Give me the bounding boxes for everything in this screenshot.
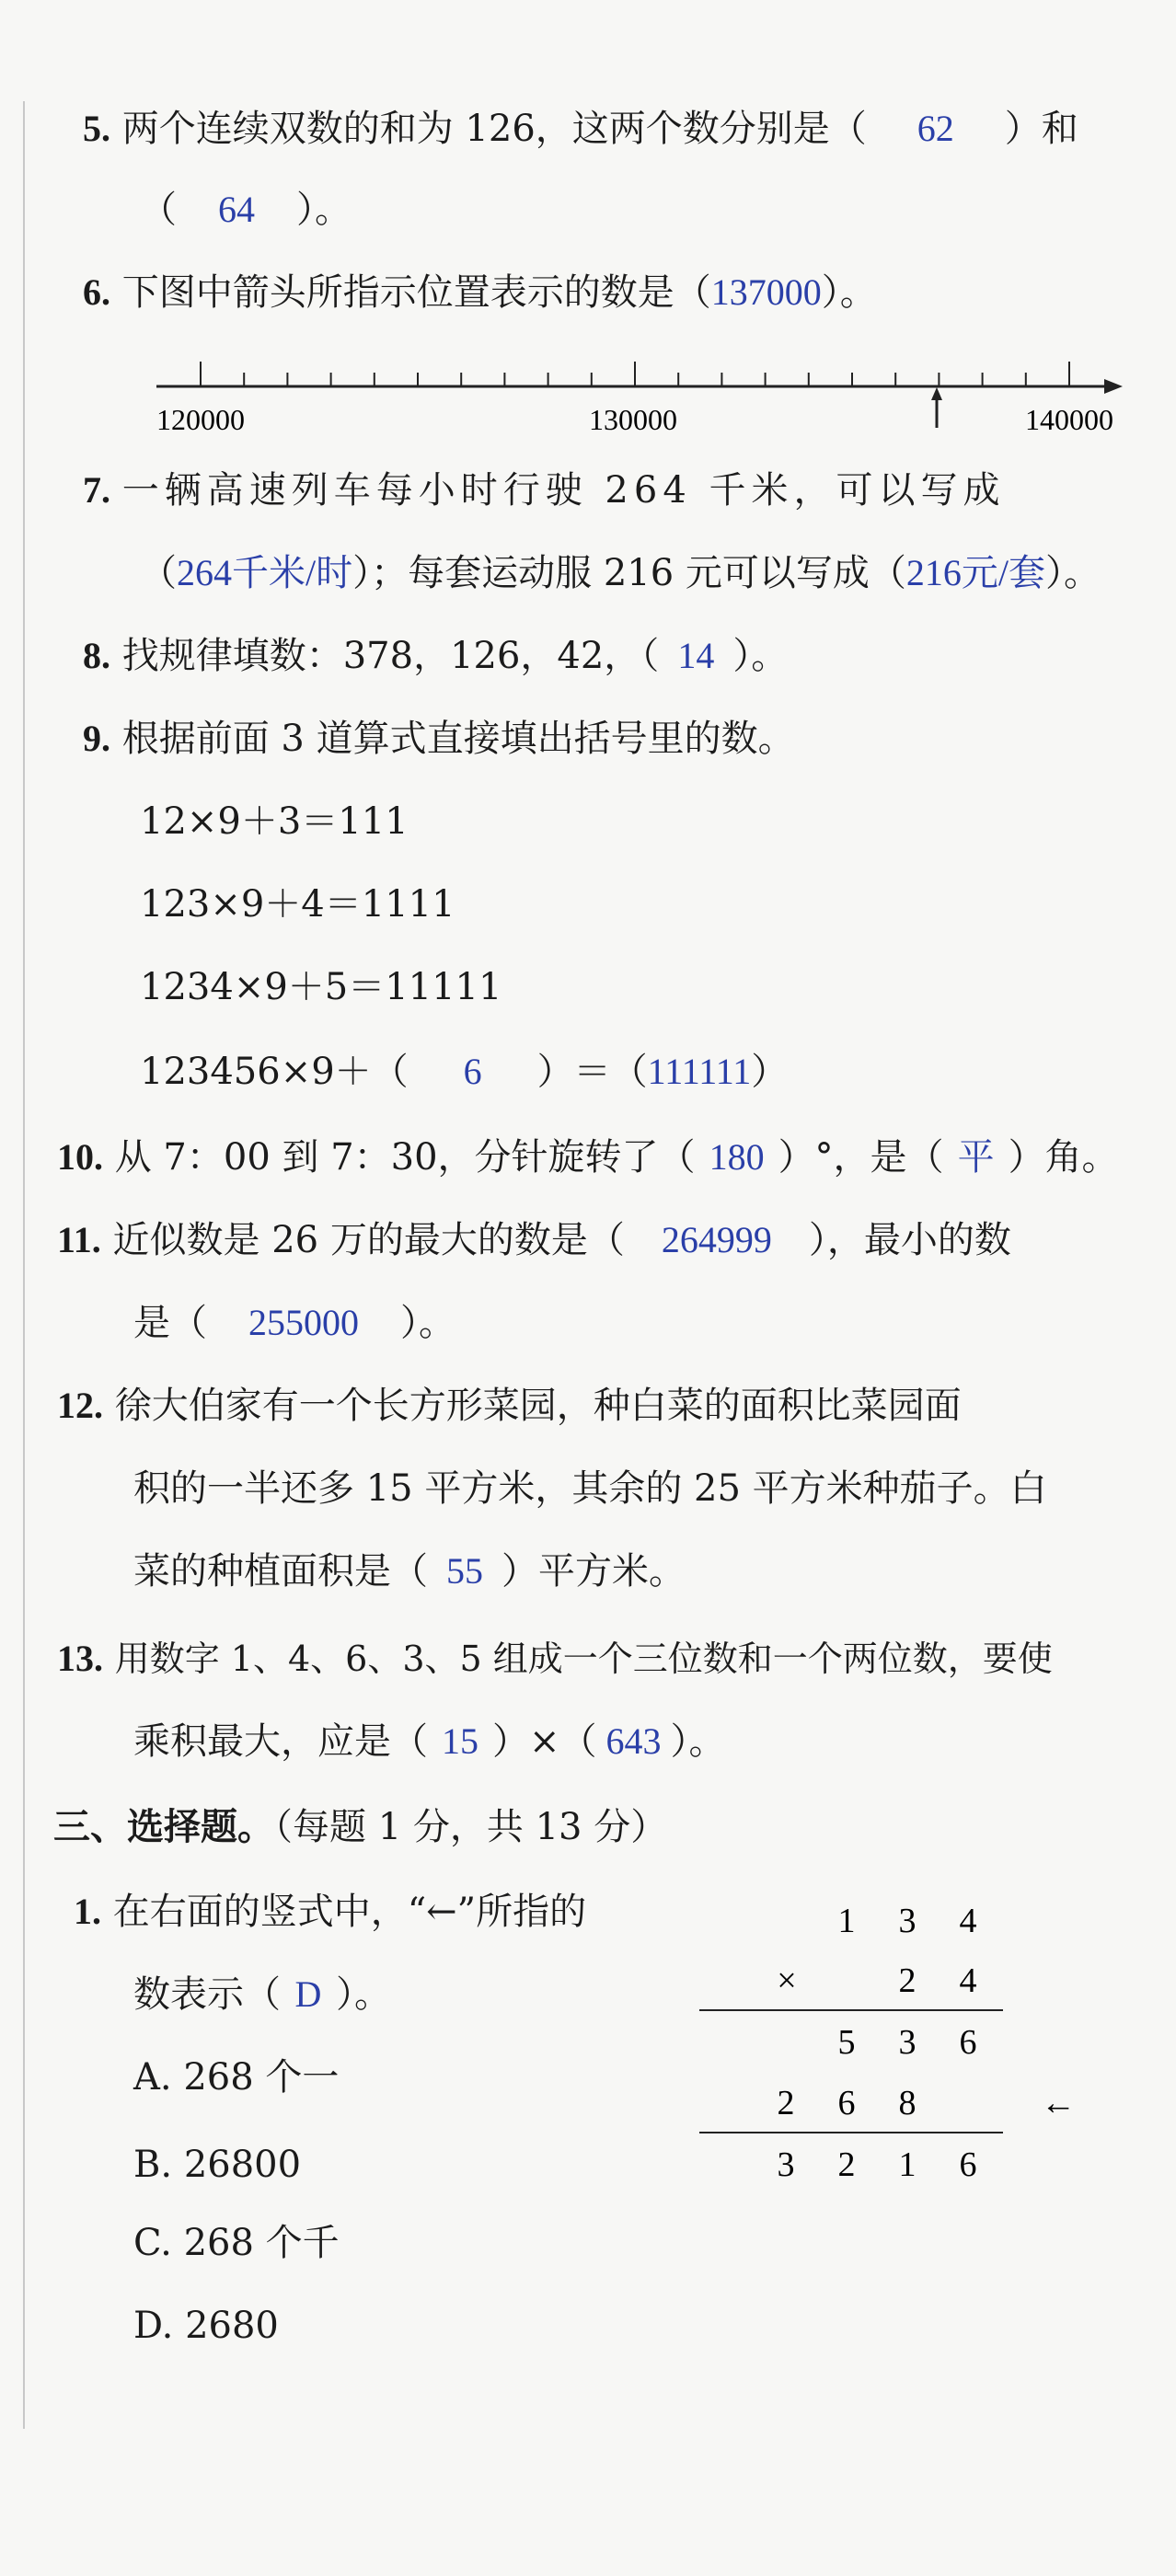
q7-text-b: （ <box>140 552 177 594</box>
calc-r2-d1: 2 <box>898 1961 917 2000</box>
q5-answer-1: 62 <box>917 108 954 149</box>
q10-line <box>57 1132 1119 1183</box>
q9-eq4 <box>140 1046 788 1098</box>
q11-text-b: ），最小的数 <box>808 1219 1011 1261</box>
q8-line <box>83 630 788 682</box>
calc-r5-d3: 1 <box>898 2145 917 2184</box>
tick-label-130000: 130000 <box>589 403 677 436</box>
q8-text-b: ）。 <box>732 635 789 677</box>
q10-number: 10. <box>57 1136 103 1178</box>
q7-text: 一辆高速列车每小时行驶 264 千米，可以写成 <box>121 469 1006 512</box>
calc-times-sign: × <box>777 1961 797 2000</box>
c1-line2 <box>133 1969 391 2020</box>
calc-r5-d2: 2 <box>837 2145 856 2184</box>
calc-r1-d1: 1 <box>837 1902 856 1940</box>
q12-text-d: ）平方米。 <box>502 1550 686 1593</box>
calc-arrow: ← <box>1041 2084 1076 2122</box>
q9-eq4-c: ） <box>751 1051 789 1093</box>
q10-answer-1: 180 <box>709 1136 765 1178</box>
calc-r4-d2: 6 <box>837 2084 856 2122</box>
q7-line2 <box>140 547 1101 599</box>
q8-answer: 14 <box>677 635 715 676</box>
c1-answer: D <box>294 1973 322 2015</box>
q11-text-c: 是（ <box>133 1302 207 1344</box>
q9-eq4-b: ）＝（ <box>536 1051 648 1093</box>
number-line <box>138 345 1132 446</box>
tick-label-140000: 140000 <box>1025 403 1113 436</box>
q9-answer-1: 6 <box>463 1051 482 1092</box>
q13-number: 13. <box>57 1638 103 1679</box>
q9-text: 根据前面 3 道算式直接填出括号里的数。 <box>121 718 795 760</box>
q7-number: 7. <box>83 469 110 511</box>
calc-r1-d3: 4 <box>959 1902 977 1940</box>
q9-eq4-a: 123456×9＋（ <box>140 1051 409 1093</box>
q7-line1 <box>83 465 1006 516</box>
calc-r1-d2: 3 <box>898 1902 917 1940</box>
c1-option-b: B. 26800 <box>133 2144 302 2186</box>
c1-text-b: 数表示（ <box>133 1973 281 2016</box>
q12-line3 <box>133 1546 686 1597</box>
q12-text-a: 徐大伯家有一个长方形菜园，种白菜的面积比菜园面 <box>114 1385 962 1427</box>
q13-text-b: 乘积最大，应是（ <box>133 1720 428 1763</box>
q10-text-c: ）角。 <box>1008 1136 1119 1179</box>
q10-answer-2: 平 <box>957 1136 995 1178</box>
pointer-arrow <box>931 387 942 428</box>
q8-number: 8. <box>83 635 110 676</box>
q9-eq2: 123×9＋4＝1111 <box>140 883 455 926</box>
section-3-title: 三、选择题。 <box>53 1805 274 1848</box>
c1-text-a: 在右面的竖式中，“←”所指的 <box>112 1891 587 1933</box>
q6-number: 6. <box>83 271 110 313</box>
q13-answer-2: 643 <box>605 1720 662 1762</box>
number-line-arrowhead <box>1104 379 1123 394</box>
q10-text: 从 7：00 到 7：30，分针旋转了（ <box>114 1136 696 1179</box>
q5-answer-2: 64 <box>218 189 255 230</box>
q6-text: 下图中箭头所指示位置表示的数是（ <box>121 271 711 314</box>
c1-option-a: A. 268 个一 <box>133 2056 340 2099</box>
q5-text-d: ）。 <box>296 189 352 231</box>
q5-line1 <box>83 103 1078 155</box>
q9-answer-2: 111111 <box>647 1051 752 1092</box>
q13-text-a: 用数字 1、4、6、3、5 组成一个三位数和一个两位数，要使 <box>114 1639 1053 1679</box>
calc-r2-d2: 4 <box>959 1961 977 2000</box>
q12-text-c: 菜的种植面积是（ <box>133 1550 428 1593</box>
section-3-subtitle: （每题 1 分，共 13 分） <box>274 1806 668 1848</box>
q9-line <box>83 713 795 765</box>
q6-line <box>83 267 877 318</box>
q8-text: 找规律填数：378，126，42，（ <box>121 635 660 677</box>
q10-text-b: ）°，是（ <box>778 1136 944 1179</box>
q7-text-d: ）。 <box>1045 552 1101 594</box>
q5-line2 <box>140 184 352 236</box>
c1-text-c: ）。 <box>336 1973 391 2016</box>
calc-r3-d3: 6 <box>959 2023 977 2062</box>
q12-line2 <box>133 1463 1047 1514</box>
calc-r3-d1: 5 <box>837 2023 856 2062</box>
q5-text: 两个连续双数的和为 126，这两个数分别是（ <box>121 108 867 150</box>
c1-line1 <box>74 1886 586 1938</box>
q13-answer-1: 15 <box>442 1720 478 1762</box>
q13-text-c: ）×（ <box>492 1720 597 1763</box>
calc-r4-d1: 2 <box>777 2084 795 2122</box>
calc-r3-d2: 3 <box>898 2023 917 2062</box>
tick-label-120000: 120000 <box>156 403 245 436</box>
q5-number: 5. <box>83 108 110 149</box>
q7-answer-2: 216元/套 <box>905 552 1046 593</box>
q6-answer: 137000 <box>710 271 822 313</box>
q5-text-c: （ <box>140 189 177 231</box>
q13-text-d: ）。 <box>670 1720 726 1763</box>
q13-line2 <box>133 1716 726 1767</box>
q13-line1 <box>57 1633 1053 1685</box>
calc-r5-d1: 3 <box>777 2145 795 2184</box>
q11-text-d: ）。 <box>400 1302 455 1344</box>
q11-line2 <box>133 1297 455 1349</box>
q7-answer-1: 264千米/时 <box>177 552 353 593</box>
q11-line1 <box>57 1214 1011 1266</box>
q12-text-b: 积的一半还多 15 平方米，其余的 25 平方米种茄子。白 <box>133 1467 1047 1510</box>
calc-r4-d3: 8 <box>898 2084 917 2122</box>
q12-line1 <box>57 1380 962 1432</box>
q5-text-b: ）和 <box>1004 108 1078 150</box>
q9-eq1: 12×9＋3＝111 <box>140 800 409 843</box>
c1-option-d: D. 2680 <box>133 2305 279 2347</box>
q11-answer-2: 255000 <box>248 1302 359 1343</box>
q11-answer-1: 264999 <box>661 1219 772 1260</box>
q12-number: 12. <box>57 1385 103 1426</box>
vertical-multiplication <box>690 1895 1104 2199</box>
q9-number: 9. <box>83 718 110 759</box>
section-3-heading <box>53 1801 667 1853</box>
q11-number: 11. <box>57 1219 101 1260</box>
q9-eq3: 1234×9＋5＝11111 <box>140 966 502 1008</box>
q6-text-b: ）。 <box>821 271 877 314</box>
c1-number: 1. <box>74 1891 101 1932</box>
page-margin-line <box>23 101 25 2429</box>
calc-r5-d4: 6 <box>959 2145 977 2184</box>
q11-text: 近似数是 26 万的最大的数是（ <box>112 1219 625 1261</box>
c1-option-c: C. 268 个千 <box>133 2222 340 2264</box>
q12-answer: 55 <box>446 1550 483 1592</box>
q7-text-c: ）；每套运动服 216 元可以写成（ <box>352 552 906 594</box>
